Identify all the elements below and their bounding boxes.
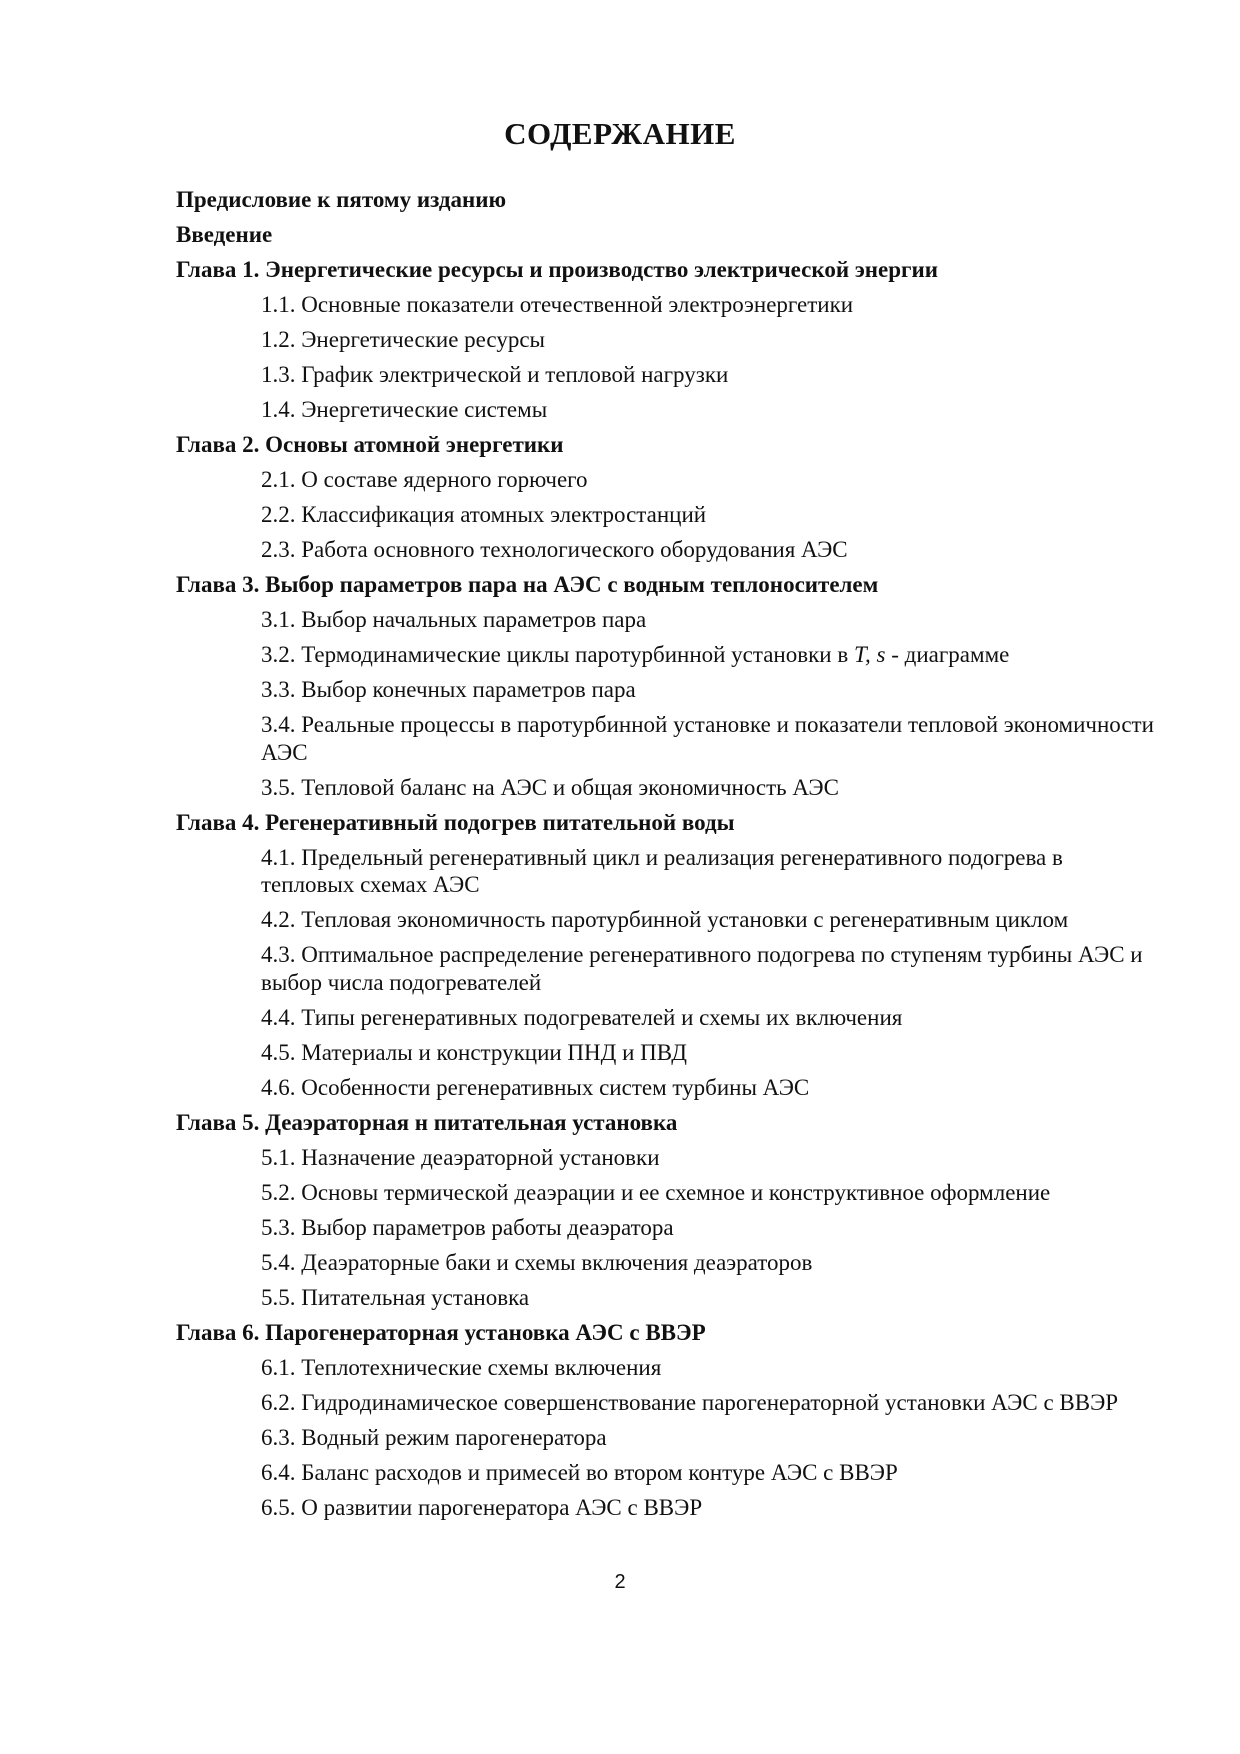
toc-section-item: 4.6. Особенности регенеративных систем турбины АЭС [261, 1074, 810, 1100]
toc-section-item: 5.5. Питательная установка [261, 1284, 530, 1310]
toc-section-item: 4.4. Типы регенеративных подогревателей и схемы их включения [261, 1004, 903, 1030]
toc-section-item: 2.2. Классификация атомных электростанций [261, 502, 707, 527]
toc-chapter-heading: Глава 5. Деаэраторная н питательная установка [176, 1109, 678, 1135]
toc-chapter-heading: Глава 1. Энергетические ресурсы и производство электрической энергии [176, 257, 938, 282]
toc-section-item: 6.1. Теплотехнические схемы включения [261, 1354, 662, 1380]
toc-section-item: 1.3. График электрической и тепловой нагрузки [261, 362, 729, 387]
math-variables: T, s [853, 642, 886, 667]
toc-section-item: 4.1. Предельный регенеративный цикл и реализация регенеративного подогрева в тепловых схемах АЭС [261, 844, 1063, 897]
toc-section-item: 5.1. Назначение деаэраторной установки [261, 1144, 660, 1170]
toc-section-item: 3.2. Термодинамические циклы паротурбинной установки в T, s - диаграмме [261, 642, 1010, 667]
toc-section-item: 6.3. Водный режим парогенератора [261, 1424, 607, 1450]
toc-section-item: 6.2. Гидродинамическое совершенствование парогенераторной установки АЭС с ВВЭР [261, 1389, 1119, 1415]
toc-chapter-heading: Глава 6. Парогенераторная установка АЭС с ВВЭР [176, 1319, 706, 1345]
toc-section-item: 4.2. Тепловая экономичность паротурбинной установки с регенеративным циклом [261, 907, 1069, 932]
toc-chapter-heading: Предисловие к пятому изданию [176, 187, 507, 212]
toc-section-item: 2.3. Работа основного технологического оборудования АЭС [261, 537, 848, 562]
toc-chapter-heading: Глава 3. Выбор параметров пара на АЭС с водным теплоносителем [176, 572, 879, 597]
toc-chapter-heading: Введение [176, 222, 273, 247]
toc-section-item: 3.1. Выбор начальных параметров пара [261, 607, 647, 632]
toc-section-item: 1.4. Энергетические системы [261, 397, 548, 422]
toc-section-item: 4.5. Материалы и конструкции ПНД и ПВД [261, 1039, 687, 1065]
toc-section-item: 4.3. Оптимальное распределение регенеративного подогрева по ступеням турбины АЭС и выбор числа подогревателей [261, 942, 1143, 995]
toc-section-item: 6.4. Баланс расходов и примесей во втором контуре АЭС с ВВЭР [261, 1459, 898, 1485]
toc-chapter-heading: Глава 2. Основы атомной энергетики [176, 432, 564, 457]
toc-section-item: 3.5. Тепловой баланс на АЭС и общая экономичность АЭС [261, 774, 839, 800]
table-of-contents [176, 186, 1156, 1529]
toc-section-item: 6.5. О развитии парогенератора АЭС с ВВЭР [261, 1494, 703, 1520]
toc-chapter-heading: Глава 4. Регенеративный подогрев питательной воды [176, 809, 735, 835]
toc-section-item: 5.2. Основы термической деаэрации и ее схемное и конструктивное оформление [261, 1179, 1051, 1205]
toc-section-item: 5.3. Выбор параметров работы деаэратора [261, 1214, 674, 1240]
toc-section-item: 3.3. Выбор конечных параметров пара [261, 677, 636, 702]
toc-section-item: 5.4. Деаэраторные баки и схемы включения деаэраторов [261, 1249, 813, 1275]
page-title: СОДЕРЖАНИЕ [504, 116, 736, 151]
toc-section-item: 1.2. Энергетические ресурсы [261, 327, 545, 352]
toc-section-item: 2.1. О составе ядерного горючего [261, 467, 588, 492]
page-number: 2 [614, 1571, 626, 1593]
toc-section-item: 1.1. Основные показатели отечественной электроэнергетики [261, 292, 854, 317]
toc-section-item: 3.4. Реальные процессы в паротурбинной установке и показатели тепловой экономичности АЭС [261, 712, 1154, 765]
